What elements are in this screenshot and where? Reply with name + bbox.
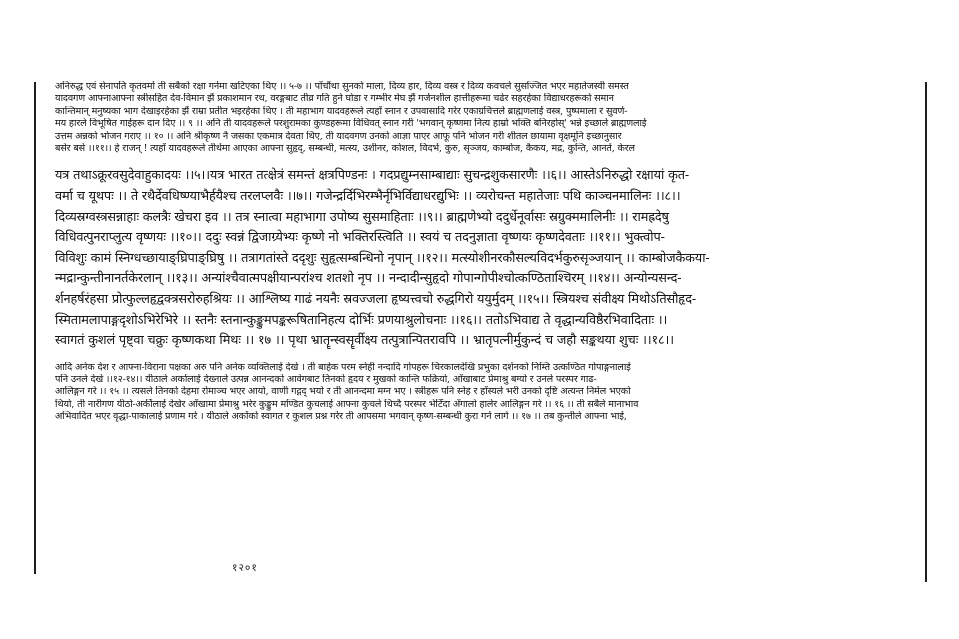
page-number: १२०१ bbox=[232, 562, 258, 574]
left-margin-rule bbox=[34, 82, 36, 574]
verse-line: दिव्यस्रग्वस्त्रसन्नाहाः कलत्रैः खेचरा इव ।। तत्र स्नात्वा महाभागा उपोष्य सुसमाहिताः ।।९।। ब्राह्मणेभ्यो ददुर्धेनूर्वासः स्रग्रुक्ममालिनीः ।। रामह्रदेषु bbox=[55, 209, 669, 225]
commentary-line: बसेर बसे ।।११।। हे राजन् ! त्यहाँ यादवहरूले तीर्थमा आएका आफ्ना सुहृद्, सम्बन्धी, मत्स्य, उशीनर, कोशल, विदर्भ, कुरु, सृञ्जय, काम्बोज, कैकय, मद्र, कुन्ति, आनर्त, केरल bbox=[55, 142, 635, 154]
top-commentary bbox=[55, 81, 915, 155]
commentary-line: अभिवादित भएर वृद्धा-पाकालाई प्रणाम गरे । यीठाले अर्कोको स्वागत र कुशल प्रश्न गरेर ती आपसमा भगवान् कृष्ण-सम्बन्धी कुरा गर्न लागे ।। १७ ।। तब कुन्तीले आफ्ना भाई, bbox=[55, 411, 627, 423]
commentary-line: यादवगण आफ्नाआफ्ना स्त्रीसहित देव-विमान झैं प्रकाशमान रथ, वरङ्गबाट तीव्र गति हुने घोडा र गम्भीर मेघ झैं गर्जनशील हात्तीहरूमा चढेर सहरहेका विद्याधरहरूको समान bbox=[55, 93, 614, 105]
text-column bbox=[55, 81, 915, 424]
commentary-line: मय हारले विभूषित गाईहरू दान दिए ।। ९ ।। अनि ती यादवहरूले परशुरामका कुण्डहरूमा विधिवत् स्नान गरी 'भगवान् कृष्णमा नित्य हाम्रो भक्ति बनिरहोस्' भन्ने इच्छाले ब्राह्मणलाई bbox=[55, 118, 647, 130]
commentary-line: आलिङ्गन गरे ।। १५ ।। त्यसले तिनको देहमा रोमाञ्च भएर आयो, वाणी गद्गद् भयो र ती आनन्दमा मग्न भए । स्त्रीहरू पनि स्नेह र हाँस्यले भरी उनको दृष्टि अत्यन्त निर्मल भएको bbox=[55, 386, 631, 398]
commentary-line: आदि अनेक देश र आफ्ना-विराना पक्षका अरु पनि अनेक व्यक्तिलाई देखे । ती बाहेक परम स्नेही नन्दादि गोपहरू चिरकालदेखि प्रभुका दर्शनको निम्ति उत्कण्ठित गोपाङ्गनालाई bbox=[55, 361, 631, 373]
verse-line: विविशुः कामं स्निग्धच्छायाङ्घ्रिपाङ्घ्रिषु ।। तत्रागतांस्ते ददृशुः सुहृत्सम्बन्धिनो नृपान् ।।१२।। मत्स्योशीनरकौसल्यविदर्भकुरुसृञ्जयान् ।। काम्बोजकैकया- bbox=[55, 250, 710, 266]
verse-line: स्वागतं कुशलं पृष्ट्वा चक्रुः कृष्णकथा मिथः ।। १७ ।। पृथा भ्रातॄन्स्वसॄर्वीक्ष्य तत्पुत्रान्पितरावपि ।। भ्रातृपत्नीर्मुकुन्दं च जहौ सङ्कथया शुचः ।।१८।। bbox=[55, 333, 674, 349]
right-margin-rule bbox=[925, 82, 927, 582]
sanskrit-verses bbox=[55, 166, 915, 351]
commentary-line: कान्तिमान् मनुष्यका भाग देखाइरहेका झैं राम्रा प्रतीत भइरहेका थिए । ती महाभाग यादवहरूले त्यहाँ स्नान र उपवासादि गरेर एकाग्रचित्तले ब्राह्मणलाई वस्त्र, पुष्पमाला र सुवर्ण- bbox=[55, 105, 628, 117]
commentary-line: अनिरुद्ध एवं सेनापति कृतवर्मा ती सबैको रक्षा गर्नमा खटिएका थिए ।। ५-७ ।। पाँचौंथा सुनको माला, दिव्य हार, दिव्य वस्त्र र दिव्य कवचले सुसज्जित भएर महातेजस्वी समस्त bbox=[55, 81, 629, 92]
verse-line: वर्मा च यूथपः ।। ते रथैर्देवधिष्ण्याभैर्हयैश्च तरलप्लवैः ।।७।। गजेन्द्रर्दिभिरम्भैर्नृभिर्विद्याधरद्युभिः ।। व्यरोचन्त महातेजाः पथि काञ्चनमालिनः ।।८।। bbox=[55, 188, 681, 204]
commentary-line: पनि उनले देखे ।।१२-१४।। यीठाले अर्कालाई देख्नाले उत्पन्न आनन्दको आवेगबाट तिनको हृदय र मुखको कान्ति फक्रियो, आँखाबाट प्रेमाश्रु बग्यो र उनले परस्पर गाढ- bbox=[55, 374, 597, 386]
verse-line: न्मद्रान्कुन्तीनानर्तकेरलान् ।।१३।। अन्यांश्चैवात्मपक्षीयान्परांश्च शतशो नृप ।। नन्दादीन्सुहृदो गोपान्गोपीश्चोत्कण्ठिताश्चिरम् ।।१४।। अन्योन्यसन्द- bbox=[55, 271, 682, 287]
verse-line: विधिवत्पुनराप्लुत्य वृष्णयः ।।१०।। ददुः स्वन्नं द्विजाग्र्येभ्यः कृष्णे नो भक्तिरस्त्विति ।। स्वयं च तदनुज्ञाता वृष्णयः कृष्णदेवताः ।।११।। भुक्त्वोप- bbox=[55, 230, 665, 246]
verse-line: यत्र तथाऽक्रूरवसुदेवाहुकादयः ।।५।।यत्र भारत तत्क्षेत्रं समन्तं क्षत्रपिण्डनः । गदप्रद्युम्नसाम्बाद्याः सुचन्द्रशुकसारणैः ।।६।। आस्तेऽनिरुद्धो रक्षायां कृत- bbox=[55, 168, 690, 184]
verse-line: र्शनहर्षरंहसा प्रोत्फुल्लहृद्वक्त्रसरोरुहश्रियः ।। आश्लिष्य गाढं नयनैः स्रवज्जला हृष्यत्त्वचो रुद्धगिरो ययुर्मुदम् ।।१५।। स्त्रियश्च संवीक्ष्य मिथोऽतिसौहृद- bbox=[55, 291, 697, 307]
commentary-line: उत्तम अन्नको भोजन गराए ।। १० ।। अनि श्रीकृष्ण नै जसका एकमात्र देवता थिए, ती यादवगण उनको आज्ञा पाएर आफू पनि भोजन गरी शीतल छायामा वृक्षमूनि इच्छानुसार bbox=[55, 130, 622, 142]
commentary-line: थियो, ती नारीगण यीठो-अर्कीलाई देखेर आँखामा प्रेमाश्रु भरेर कुङ्कुम मण्डित कुचलाई आफ्ना कुचले थिच्दै परस्पर भेटिँदा अँगालो हालेर आलिङ्गन गरे ।। १६ ।। ती सबैले मानाभाव bbox=[55, 398, 639, 410]
verse-line: स्मितामलापाङ्गदृशोऽभिरेभिरे ।। स्तनैः स्तनान्कुङ्कुमपङ्करूषितानिहत्य दोर्भिः प्रणयाश्रुलोचनाः ।।१६।। ततोऽभिवाद्य ते वृद्धान्यविष्ठैरभिवादिताः ।। bbox=[55, 312, 668, 328]
bottom-commentary bbox=[55, 362, 915, 424]
